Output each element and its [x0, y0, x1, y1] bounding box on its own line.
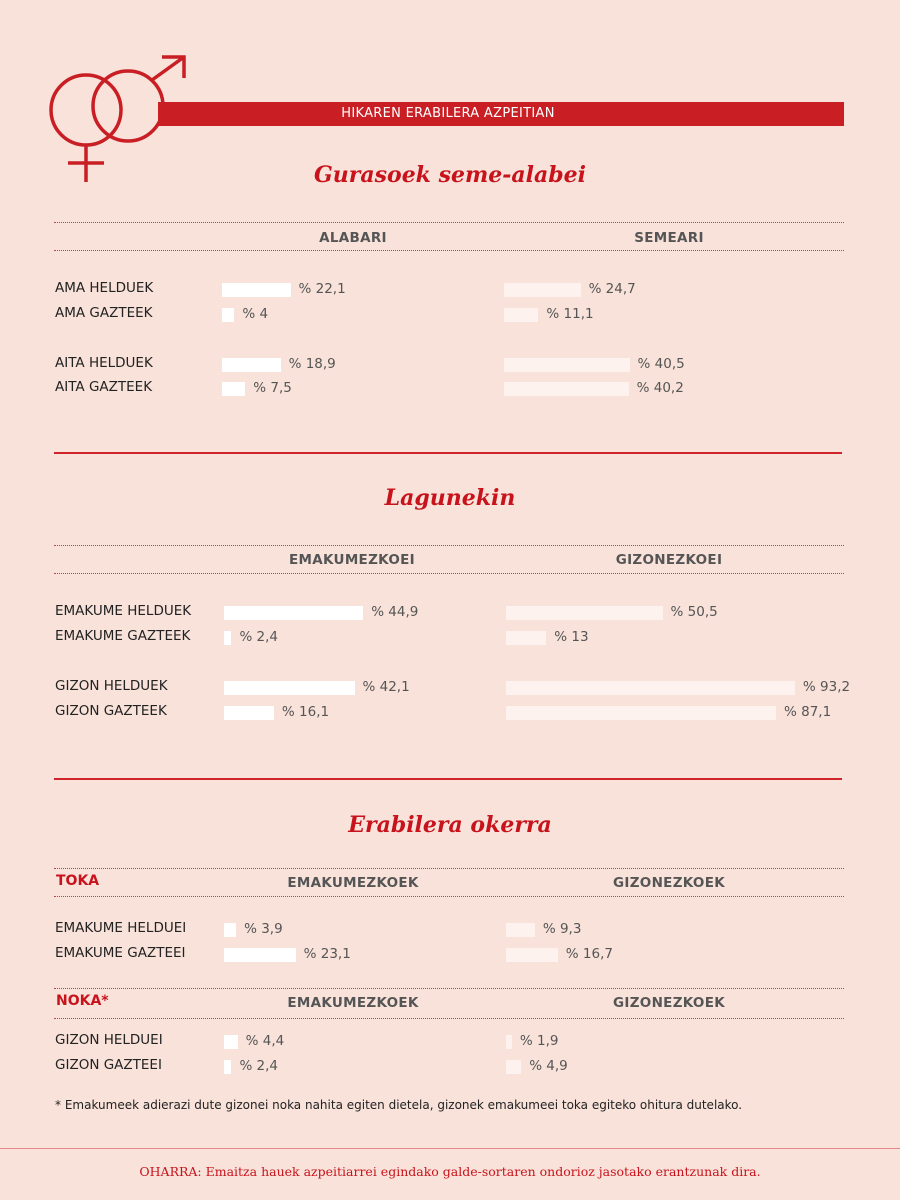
dotted-divider	[54, 988, 844, 989]
data-label: % 40,5	[637, 356, 685, 372]
bar	[506, 923, 535, 937]
bar	[222, 308, 234, 322]
section-divider	[54, 778, 842, 780]
bar	[224, 948, 296, 962]
column-header: GIZONEZKOEI	[615, 552, 723, 568]
data-label: % 4	[242, 306, 269, 322]
data-label: % 11,1	[546, 306, 594, 322]
row-label: EMAKUME GAZTEEI	[55, 945, 186, 961]
row-label: EMAKUME HELDUEI	[55, 920, 187, 936]
column-header: EMAKUMEZKOEI	[289, 552, 415, 568]
row-label: AMA HELDUEK	[55, 280, 154, 296]
dotted-divider	[54, 868, 844, 869]
bar	[506, 1060, 521, 1074]
data-label: % 42,1	[362, 679, 410, 695]
data-label: % 4,4	[245, 1033, 285, 1049]
bar	[224, 1060, 231, 1074]
row-label: AITA GAZTEEK	[55, 379, 153, 395]
bar	[224, 681, 355, 695]
column-header: EMAKUMEZKOEK	[287, 875, 419, 891]
bar	[504, 382, 629, 396]
row-label: GIZON HELDUEI	[55, 1032, 163, 1048]
data-label: % 24,7	[588, 281, 636, 297]
bar	[224, 606, 363, 620]
bar	[224, 706, 274, 720]
data-label: % 2,4	[239, 629, 279, 645]
bar	[222, 382, 245, 396]
data-label: % 40,2	[636, 380, 684, 396]
data-label: % 87,1	[784, 704, 832, 720]
data-label: % 22,1	[298, 281, 346, 297]
bar	[222, 283, 291, 297]
section-title: Gurasoek seme-alabei	[314, 162, 586, 188]
dotted-divider	[54, 573, 844, 574]
row-label: EMAKUME HELDUEK	[55, 603, 192, 619]
data-label: % 3,9	[244, 921, 283, 937]
dotted-divider	[54, 896, 844, 897]
bar	[222, 358, 281, 372]
bar	[504, 283, 581, 297]
column-header: EMAKUMEZKOEK	[287, 995, 419, 1011]
row-label: AITA HELDUEK	[55, 355, 153, 371]
row-label: GIZON GAZTEEK	[55, 703, 167, 719]
dotted-divider	[54, 545, 844, 546]
row-label: AMA GAZTEEK	[55, 305, 153, 321]
bar	[504, 358, 630, 372]
section-divider	[54, 452, 842, 454]
data-label: % 50,5	[670, 604, 718, 620]
bottom-divider	[0, 1148, 900, 1149]
bar	[506, 631, 546, 645]
section-title: Lagunekin	[384, 485, 516, 511]
data-label: % 23,1	[303, 946, 351, 962]
banner-title: HIKAREN ERABILERA AZPEITIAN	[341, 106, 555, 121]
data-label: % 7,5	[253, 380, 292, 396]
group-tag: TOKA	[56, 873, 100, 889]
dotted-divider	[54, 250, 844, 251]
bar	[506, 1035, 512, 1049]
data-label: % 4,9	[529, 1058, 568, 1074]
data-label: % 13	[554, 629, 589, 645]
column-header: GIZONEZKOEK	[613, 875, 725, 891]
bar	[224, 923, 236, 937]
data-label: % 16,1	[281, 704, 330, 720]
data-label: % 93,2	[802, 679, 851, 695]
data-label: % 2,4	[239, 1058, 279, 1074]
bar	[504, 308, 538, 322]
row-label: EMAKUME GAZTEEK	[55, 628, 191, 644]
bar	[506, 606, 663, 620]
footnote: * Emakumeek adierazi dute gizonei noka nahita egiten dietela, gizonek emakumeei toka egiteko ohitura dutelako.	[55, 1098, 743, 1112]
data-label: % 44,9	[371, 604, 419, 620]
note: OHARRA: Emaitza hauek azpeitiarrei egindako galde-sortaren ondorioz jasotako erantzunak dira.	[139, 1164, 761, 1179]
row-label: GIZON GAZTEEI	[55, 1057, 162, 1073]
dotted-divider	[54, 222, 844, 223]
data-label: % 16,7	[565, 946, 613, 962]
bar	[224, 631, 231, 645]
bar	[506, 681, 795, 695]
bar	[506, 948, 558, 962]
bar	[506, 706, 776, 720]
column-header: SEMEARI	[634, 230, 704, 246]
data-label: % 1,9	[519, 1033, 559, 1049]
dotted-divider	[54, 1018, 844, 1019]
row-label: GIZON HELDUEK	[55, 678, 168, 694]
group-tag: NOKA*	[56, 993, 109, 1009]
data-label: % 9,3	[542, 921, 582, 937]
column-header: GIZONEZKOEK	[613, 995, 725, 1011]
bar	[224, 1035, 238, 1049]
section-title: Erabilera okerra	[348, 812, 552, 838]
data-label: % 18,9	[288, 356, 336, 372]
column-header: ALABARI	[319, 230, 387, 246]
